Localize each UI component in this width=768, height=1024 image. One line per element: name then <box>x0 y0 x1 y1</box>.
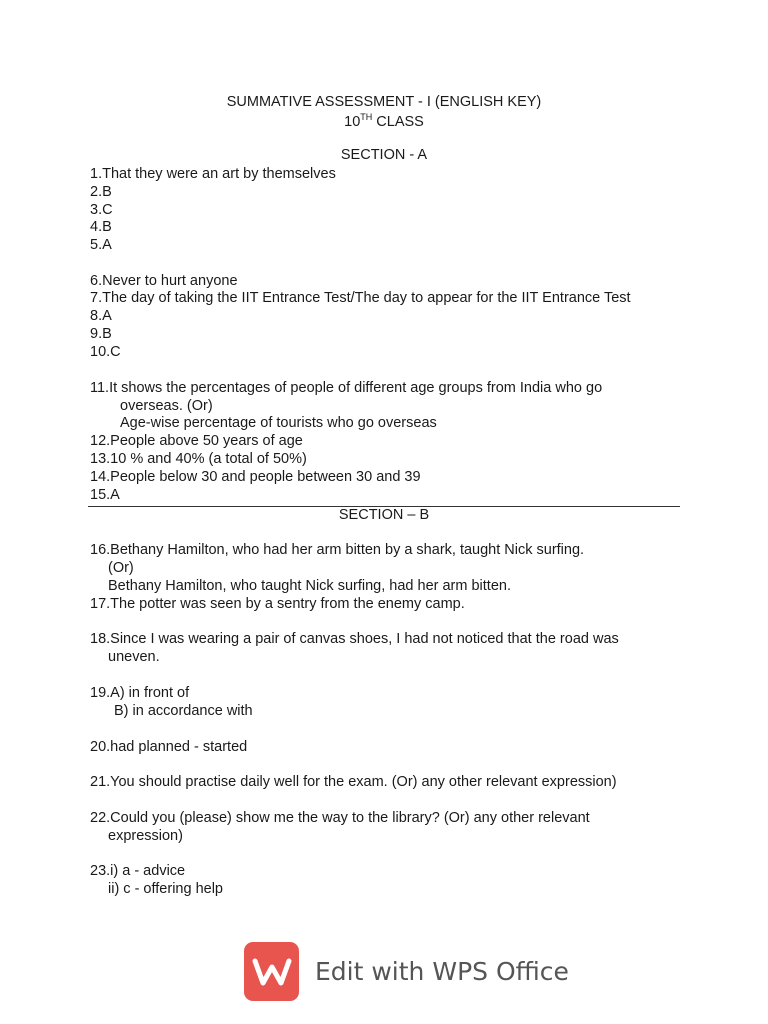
answer-line: 19.A) in front of <box>90 685 190 701</box>
answer-line: 7.The day of taking the IIT Entrance Test/The day to appear for the IIT Entrance Test <box>90 290 631 306</box>
doc-title: SUMMATIVE ASSESSMENT - I (ENGLISH KEY) <box>226 94 542 110</box>
answer-line: Bethany Hamilton, who taught Nick surfing, had her arm bitten. <box>108 578 511 594</box>
answer-line: (Or) <box>108 560 134 576</box>
answer-line: uneven. <box>108 649 160 665</box>
answer-line: 15.A <box>90 487 120 503</box>
answer-line: overseas. (Or) <box>120 398 213 414</box>
answer-line: expression) <box>108 828 183 844</box>
answer-line: Age-wise percentage of tourists who go overseas <box>120 415 437 431</box>
edit-with-wps-label: Edit with WPS Office <box>315 957 569 986</box>
answer-line: 22.Could you (please) show me the way to the library? (Or) any other relevant <box>90 810 590 826</box>
section-a-heading: SECTION - A <box>340 147 428 163</box>
class-word: CLASS <box>376 113 424 130</box>
answer-line: 23.i) a - advice <box>90 863 186 879</box>
answer-line: 8.A <box>90 308 112 324</box>
edit-with-wps-button[interactable] <box>244 942 569 1001</box>
answer-line: 1.That they were an art by themselves <box>90 166 336 182</box>
answer-line: 6.Never to hurt anyone <box>90 273 238 289</box>
answer-line: 4.B <box>90 219 112 235</box>
answer-line: 20.had planned - started <box>90 739 248 755</box>
answer-line: 14.People below 30 and people between 30 and 39 <box>90 469 421 485</box>
answer-line: 16.Bethany Hamilton, who had her arm bitten by a shark, taught Nick surfing. <box>90 542 585 558</box>
answer-line: 3.C <box>90 202 113 218</box>
answer-line: B) in accordance with <box>114 703 253 719</box>
section-b-heading: SECTION – B <box>338 507 430 523</box>
answer-line: 12.People above 50 years of age <box>90 433 303 449</box>
class-superscript: TH <box>360 112 373 122</box>
answer-line: 13.10 % and 40% (a total of 50%) <box>90 451 307 467</box>
answer-line: 17.The potter was seen by a sentry from the enemy camp. <box>90 596 465 612</box>
answer-line: 11.It shows the percentages of people of different age groups from India who go <box>90 380 603 396</box>
answer-line: 10.C <box>90 344 121 360</box>
answer-line: 2.B <box>90 184 112 200</box>
class-number: 10 <box>344 113 361 130</box>
wps-logo-icon <box>244 942 299 1001</box>
answer-line: 18.Since I was wearing a pair of canvas shoes, I had not noticed that the road was <box>90 631 619 647</box>
answer-line: 9.B <box>90 326 112 342</box>
answer-line: 5.A <box>90 237 112 253</box>
answer-line: 21.You should practise daily well for the exam. (Or) any other relevant expression) <box>90 774 617 790</box>
class-line <box>0 112 768 130</box>
answer-line: ii) c - offering help <box>108 881 223 897</box>
